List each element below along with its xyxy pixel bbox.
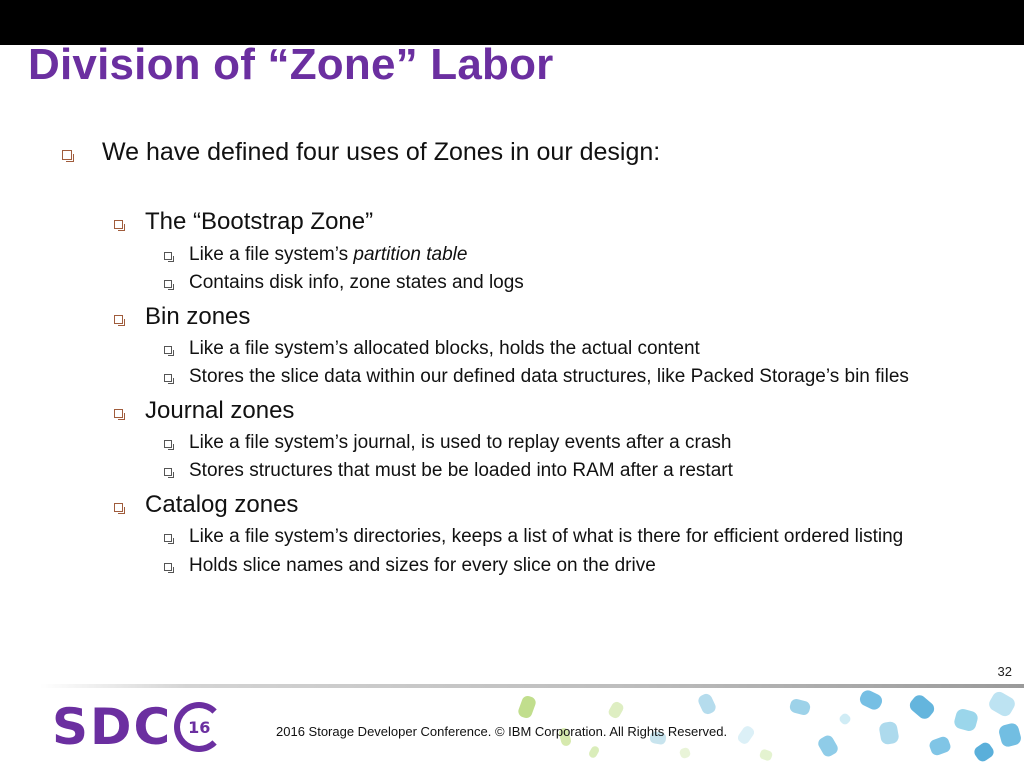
square-bullet-icon [114, 503, 123, 512]
bullet-text: Journal zones [145, 397, 295, 424]
bullet-text: Bin zones [145, 303, 251, 330]
copyright-notice: 2016 Storage Developer Conference. © IBM Corporation. All Rights Reserved. [276, 724, 728, 739]
square-bullet-icon [164, 468, 172, 476]
bullet-item [164, 338, 700, 360]
square-bullet-icon [164, 346, 172, 354]
bullet-text: Stores structures that must be be loaded into RAM after a restart [189, 460, 733, 481]
bullet-item [164, 272, 524, 294]
bullet-text: Like a file system’s directories, keeps a list of what is there for efficient ordered listing [189, 526, 904, 547]
square-bullet-icon [164, 534, 172, 542]
square-bullet-icon [164, 280, 172, 288]
bullet-item [114, 491, 298, 519]
square-bullet-icon [114, 409, 123, 418]
square-bullet-icon [164, 563, 172, 571]
slide-title: Division of “Zone” Labor [28, 40, 554, 89]
bullet-text: Catalog zones [145, 491, 299, 518]
page-number: 32 [997, 664, 1012, 679]
square-bullet-icon [164, 252, 172, 260]
bullet-item [164, 555, 656, 577]
bullet-text: Like a file system’s partition table [189, 244, 468, 265]
bullet-text: Holds slice names and sizes for every slice on the drive [189, 555, 656, 576]
bullet-text-italic: partition table [353, 244, 468, 265]
bullet-item [114, 303, 250, 331]
bullet-text: Stores the slice data within our defined data structures, like Packed Storage’s bin files [189, 366, 909, 387]
bullet-text: We have defined four uses of Zones in our design: [102, 138, 661, 166]
square-bullet-icon [114, 220, 123, 229]
logo-text: SDC [52, 698, 173, 756]
bullet-item [164, 366, 909, 388]
bullet-item [164, 526, 903, 548]
sdc-logo [52, 698, 224, 756]
bullet-text: Like a file system’s journal, is used to replay events after a crash [189, 432, 732, 453]
square-bullet-icon [114, 315, 123, 324]
square-bullet-icon [164, 374, 172, 382]
bullet-text: Contains disk info, zone states and logs [189, 272, 524, 293]
bullet-item [164, 432, 731, 454]
square-bullet-icon [62, 150, 72, 160]
footer [0, 688, 1024, 768]
logo-year: 16 [188, 717, 211, 737]
bullet-item [114, 208, 373, 236]
bullet-item [114, 397, 294, 425]
bullet-item [62, 138, 660, 167]
bullet-item [164, 244, 467, 266]
bullet-item [164, 460, 733, 482]
logo-year-badge [174, 702, 224, 752]
bullet-text: Like a file system’s allocated blocks, holds the actual content [189, 338, 700, 359]
bullet-text: The “Bootstrap Zone” [145, 208, 374, 235]
square-bullet-icon [164, 440, 172, 448]
